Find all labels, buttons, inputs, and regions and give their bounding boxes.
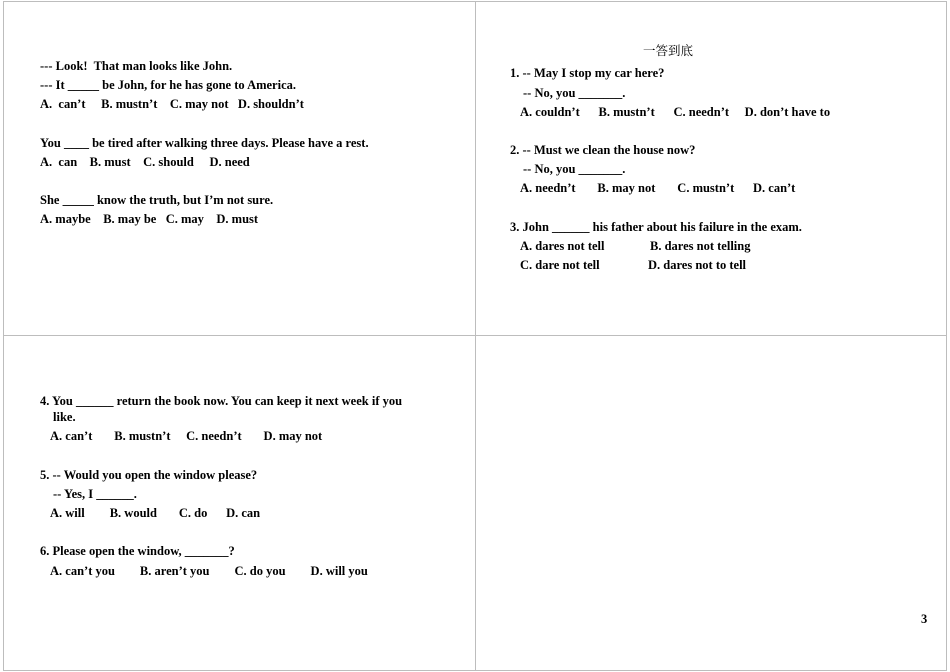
question-options: A. can B. must C. should D. need	[40, 155, 250, 169]
question-text: 3. John ______ his father about his failure in the exam.	[510, 220, 802, 234]
question-options: A. can’t B. mustn’t C. may not D. shouldn’t	[40, 97, 304, 111]
question-text: She _____ know the truth, but I’m not sure.	[40, 193, 274, 207]
question-text-continued: like.	[53, 410, 76, 424]
question-dialog-line: --- Look! That man looks like John.	[40, 59, 233, 73]
page-number: 3	[921, 612, 928, 626]
option-a: A. dares not tell	[520, 239, 605, 253]
question-dialog-line: --- It _____ be John, for he has gone to America.	[40, 78, 296, 92]
slide-title: 一答到底	[643, 43, 694, 58]
slide-panel-4	[475, 335, 947, 671]
question-options: A. can’t you B. aren’t you C. do you D. will you	[50, 564, 368, 578]
slide-panel-3	[3, 335, 476, 671]
question-options: A. needn’t B. may not C. mustn’t D. can’t	[520, 181, 796, 195]
question-text: 1. -- May I stop my car here?	[510, 66, 665, 80]
question-text: 5. -- Would you open the window please?	[40, 468, 258, 482]
question-options: A. maybe B. may be C. may D. must	[40, 212, 259, 226]
question-options: A. will B. would C. do D. can	[50, 506, 261, 520]
question-text: 4. You ______ return the book now. You can keep it next week if you	[40, 394, 403, 408]
question-dialog-line: -- No, you _______.	[523, 162, 626, 176]
option-d: D. dares not to tell	[648, 258, 747, 272]
option-c: C. dare not tell	[520, 258, 600, 272]
question-text: 2. -- Must we clean the house now?	[510, 143, 696, 157]
question-text: 6. Please open the window, _______?	[40, 544, 235, 558]
question-options: A. couldn’t B. mustn’t C. needn’t D. don’t have to	[520, 105, 831, 119]
option-b: B. dares not telling	[650, 239, 751, 253]
question-dialog-line: -- Yes, I ______.	[53, 487, 137, 501]
question-dialog-line: -- No, you _______.	[523, 86, 626, 100]
question-text: You ____ be tired after walking three days. Please have a rest.	[40, 136, 369, 150]
question-options: A. can’t B. mustn’t C. needn’t D. may not	[50, 429, 323, 443]
